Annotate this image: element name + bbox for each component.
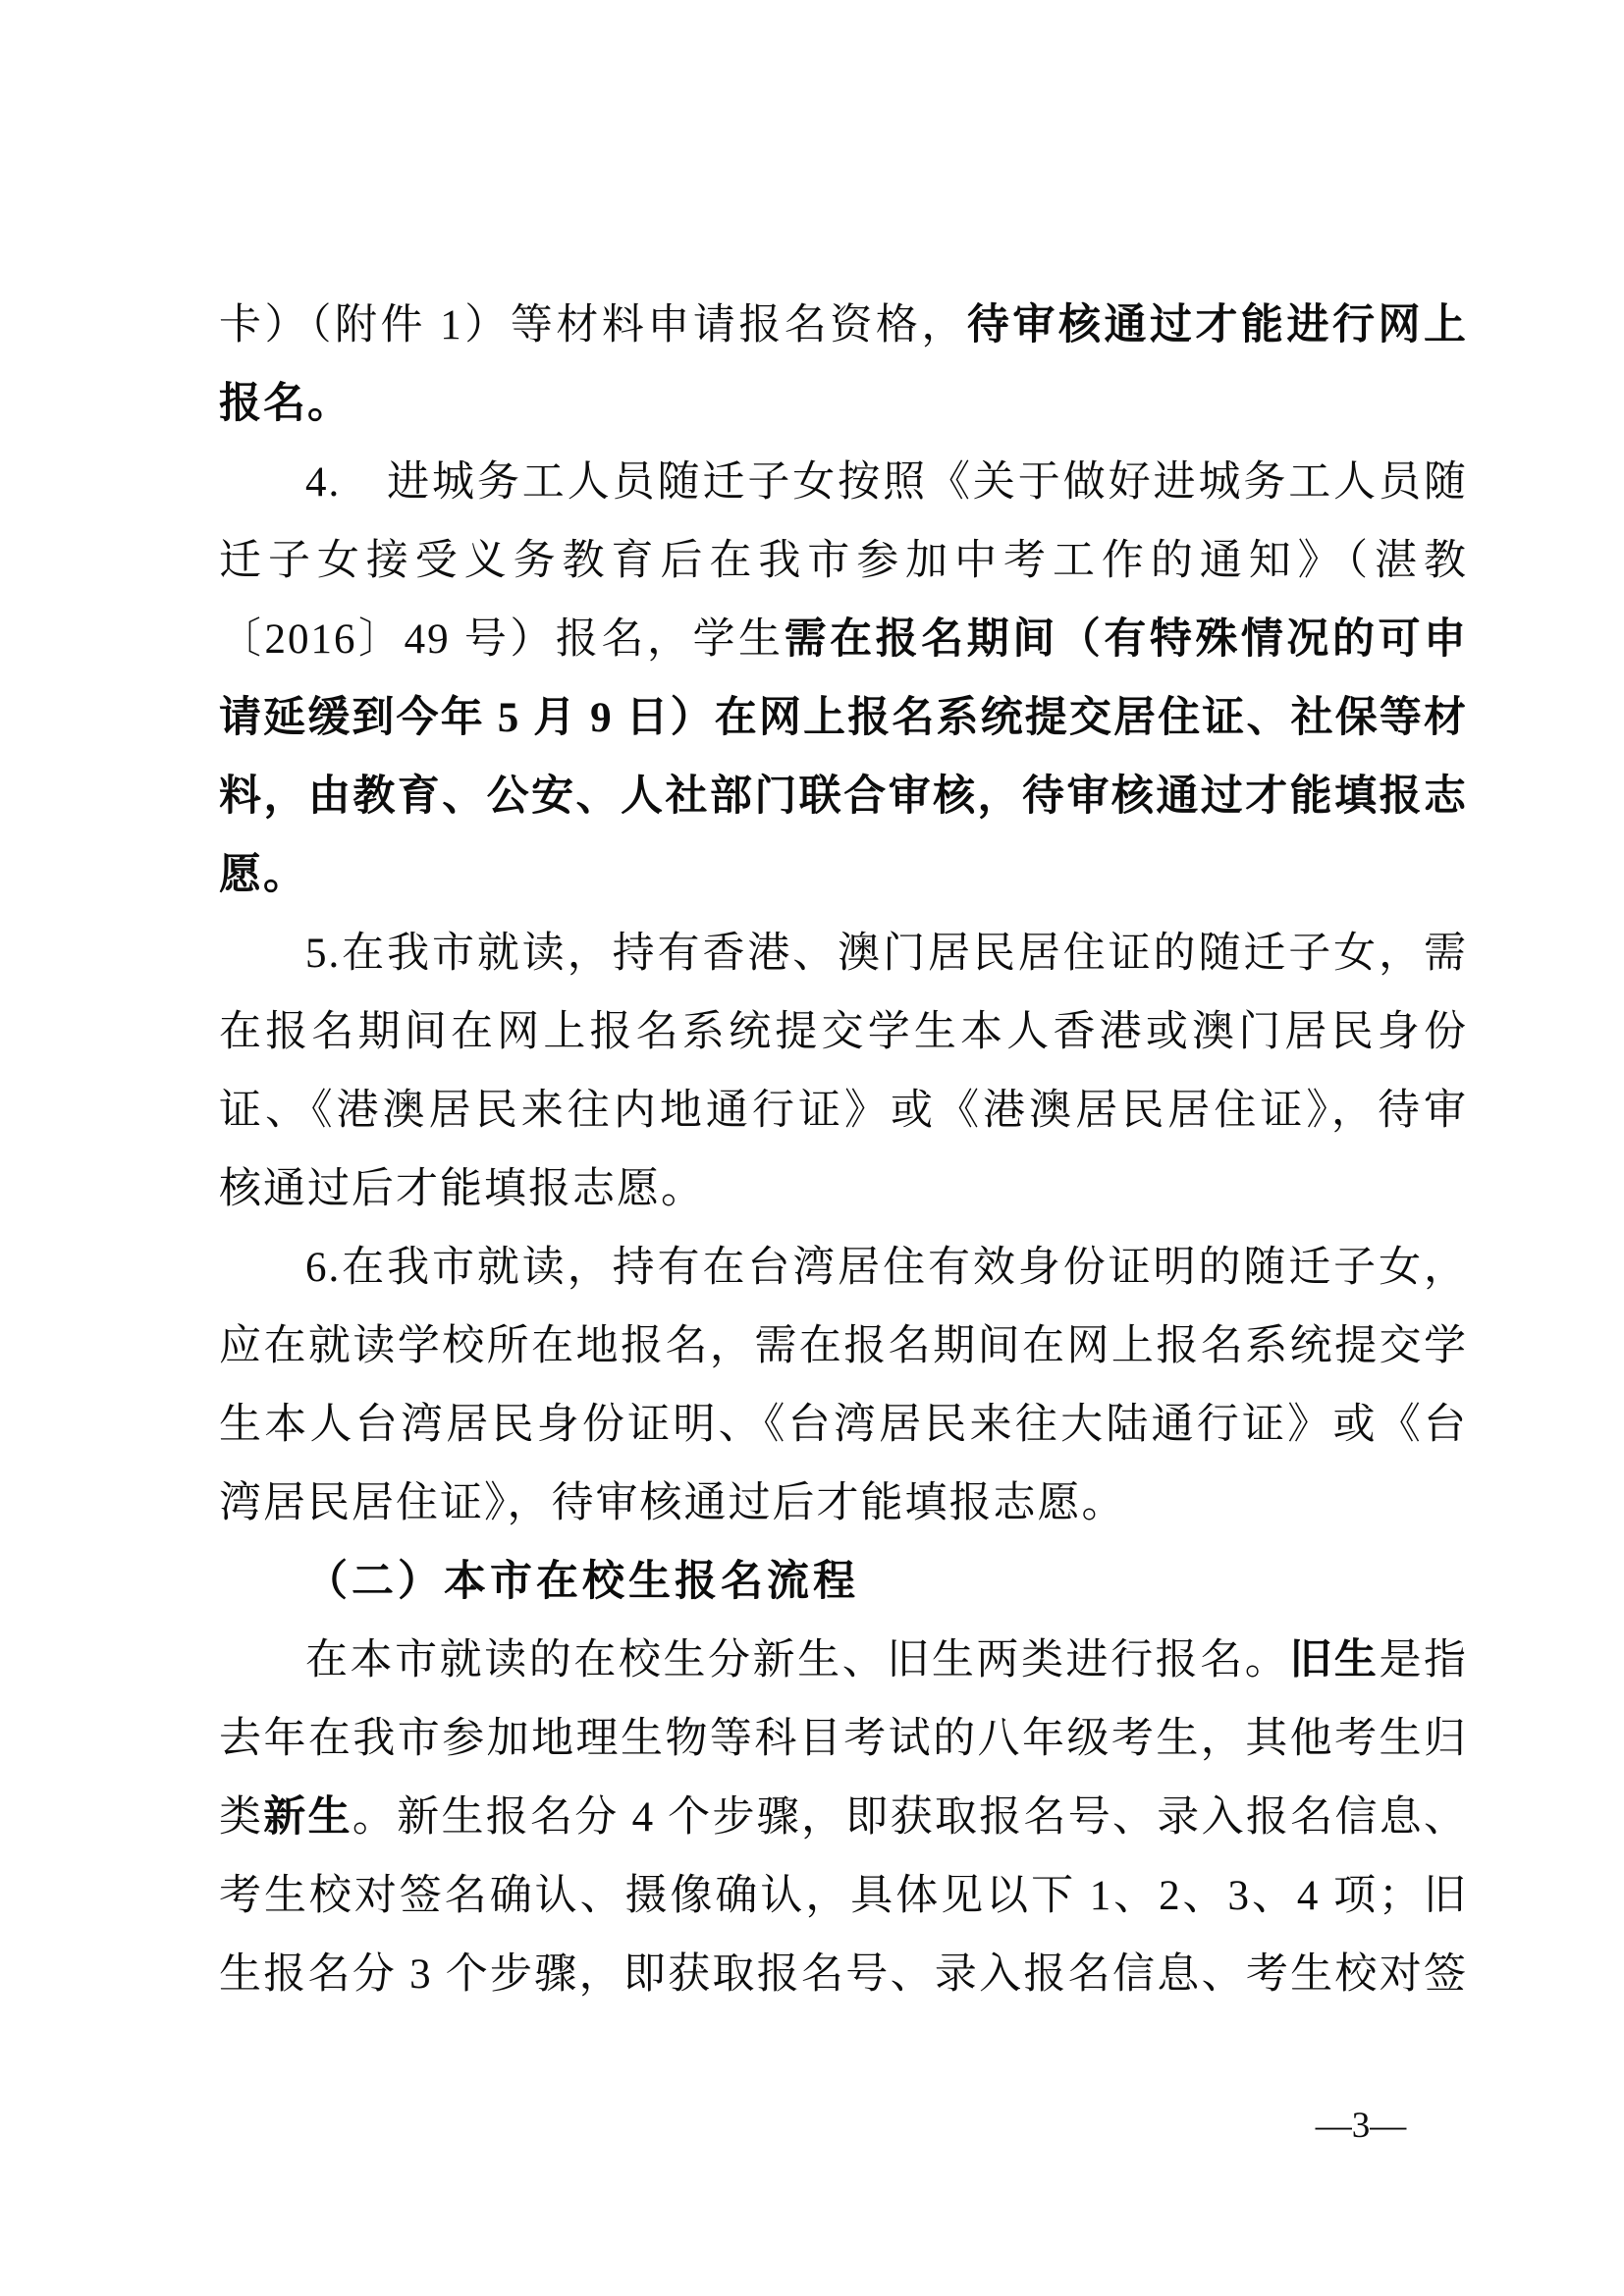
section-heading — [219, 1543, 1468, 1622]
document-body — [219, 287, 1468, 2014]
text-run-bold: 报名。 — [219, 381, 352, 427]
text-run: 在本市就读的在校生分新生、旧生两类进行报名。 — [305, 1637, 1290, 1683]
paragraph — [219, 1229, 1468, 1543]
text-line — [219, 1465, 1468, 1543]
text-run-bold: 料，由教育、公安、人社部门联合审核，待审核通过才能填报志 — [219, 774, 1468, 820]
paragraph — [219, 1622, 1468, 2014]
text-run: 湾居民居住证》，待审核通过后才能填报志愿。 — [219, 1480, 1126, 1526]
text-run-bold: 新生 — [263, 1794, 352, 1841]
text-run: 生本人台湾居民身份证明、《台湾居民来往大陆通行证》或《台 — [219, 1402, 1468, 1448]
text-run: 核通过后才能填报志愿。 — [219, 1166, 705, 1212]
text-line — [219, 993, 1468, 1072]
text-line — [219, 444, 1468, 522]
text-run: 在报名期间在网上报名系统提交学生本人香港或澳门居民身份 — [219, 1009, 1468, 1055]
text-run: 应在就读学校所在地报名，需在报名期间在网上报名系统提交学 — [219, 1323, 1468, 1369]
text-line — [219, 1857, 1468, 1936]
text-run: 5.在我市就读，持有香港、澳门居民居住证的随迁子女，需 — [305, 931, 1468, 977]
text-line — [219, 679, 1468, 758]
text-run: 迁子女接受义务教育后在我市参加中考工作的通知》（湛教 — [219, 538, 1468, 584]
text-run-bold: 请延缓到今年 5 月 9 日）在网上报名系统提交居住证、社保等材 — [219, 695, 1468, 741]
text-line — [219, 1229, 1468, 1308]
text-run: 卡）（附件 1）等材料申请报名资格， — [219, 302, 967, 348]
page-number: —3— — [1315, 2106, 1407, 2146]
text-run: 去年在我市参加地理生物等科目考试的八年级考生，其他考生归 — [219, 1716, 1468, 1762]
paragraph — [219, 444, 1468, 915]
text-line — [219, 1622, 1468, 1700]
text-line — [219, 365, 1468, 444]
text-run: 〔2016〕49 号）报名，学生 — [219, 616, 785, 663]
text-run-bold: 待审核通过才能进行网上 — [966, 302, 1469, 348]
paragraph — [219, 915, 1468, 1229]
text-line — [219, 601, 1468, 679]
text-run-bold: （二）本市在校生报名流程 — [305, 1559, 859, 1605]
text-run-bold: 需在报名期间（有特殊情况的可申 — [784, 616, 1469, 663]
text-line — [219, 1936, 1468, 2014]
text-run-bold: 旧生 — [1289, 1637, 1380, 1683]
text-line — [219, 287, 1468, 365]
text-line — [219, 758, 1468, 836]
text-run: 考生校对签名确认、摄像确认，具体见以下 1、2、3、4 项；旧 — [219, 1873, 1468, 1919]
text-line — [219, 1386, 1468, 1465]
text-line — [219, 1700, 1468, 1779]
text-line — [219, 1150, 1468, 1229]
text-run: 生报名分 3 个步骤，即获取报名号、录入报名信息、考生校对签 — [219, 1951, 1468, 1998]
text-run: 4. 进城务工人员随迁子女按照《关于做好进城务工人员随 — [305, 459, 1468, 506]
text-line — [219, 1543, 1468, 1622]
text-run: 。新生报名分 4 个步骤，即获取报名号、录入报名信息、 — [352, 1794, 1469, 1841]
text-line — [219, 915, 1468, 993]
text-run-bold: 愿。 — [219, 852, 307, 898]
text-run: 是指 — [1379, 1637, 1469, 1683]
text-line — [219, 522, 1468, 601]
text-line — [219, 836, 1468, 915]
text-line — [219, 1308, 1468, 1386]
text-line — [219, 1779, 1468, 1857]
text-run: 证、《港澳居民来往内地通行证》或《港澳居民居住证》，待审 — [219, 1088, 1468, 1134]
text-run: 类 — [219, 1794, 264, 1841]
text-run: 6.在我市就读，持有在台湾居住有效身份证明的随迁子女， — [305, 1245, 1468, 1291]
paragraph — [219, 287, 1468, 444]
text-line — [219, 1072, 1468, 1150]
